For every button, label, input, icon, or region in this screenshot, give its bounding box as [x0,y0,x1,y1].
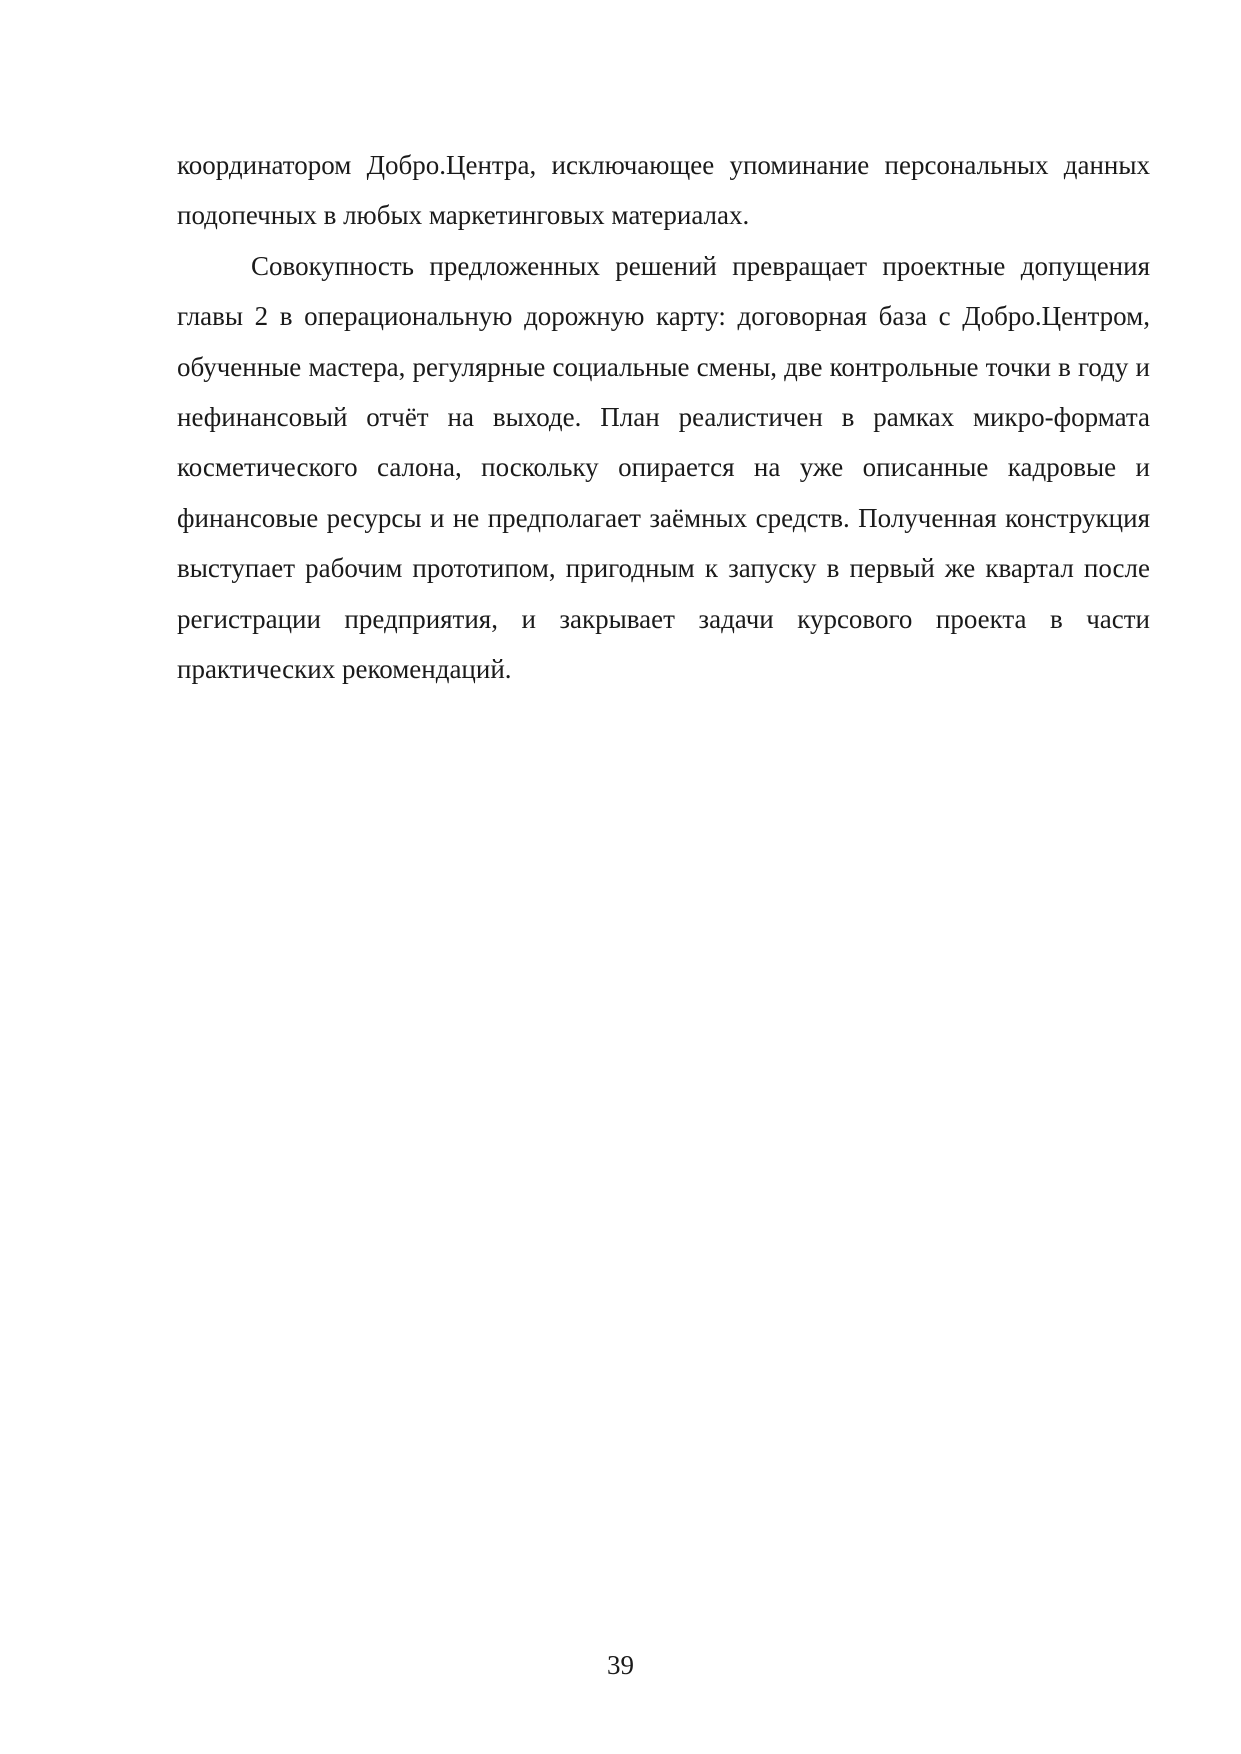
page-number: 39 [607,1650,634,1680]
paragraph-conclusion: Совокупность предложенных решений превращает проектные допущения главы 2 в операциональную дорожную карту: договорная база с Добро.Центром, обученные мастера, регулярные социальные смены, две контрольные точки в году и нефинансовый отчёт на выходе. План реалистичен в рамках микро-формата косметического салона, поскольку опирается на уже описанные кадровые и финансовые ресурсы и не предполагает заёмных средств. Полученная конструкция выступает рабочим прототипом, пригодным к запуску в первый же квартал после регистрации предприятия, и закрывает задачи курсового проекта в части практических рекомендаций. [177,250,1150,685]
paragraph-continuation: координатором Добро.Центра, исключающее упоминание персональных данных подопечных в любых маркетинговых материалах. [177,150,1150,231]
body-text [177,140,1150,694]
